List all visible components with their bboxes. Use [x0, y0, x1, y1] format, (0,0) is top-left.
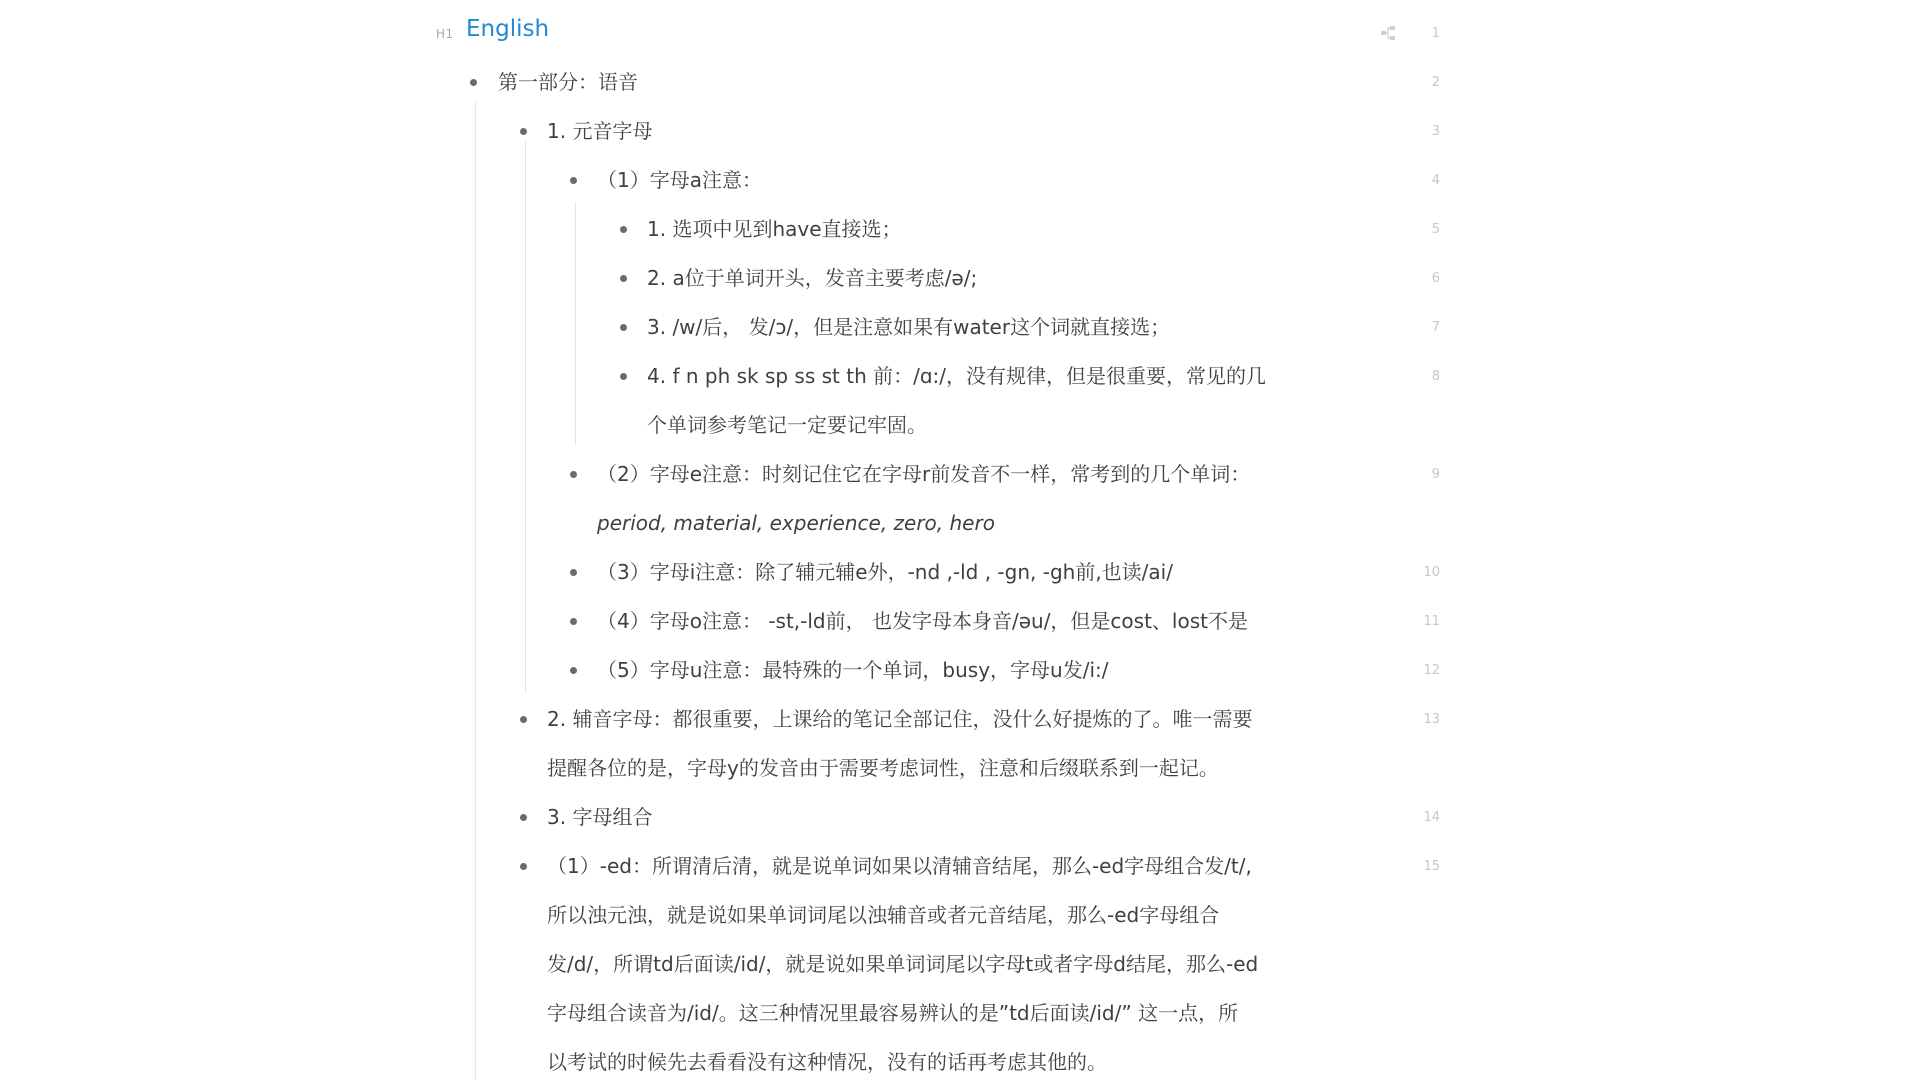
bullet[interactable]: [520, 863, 527, 870]
bullet[interactable]: [570, 569, 577, 576]
line-number: 7: [1431, 320, 1440, 335]
bullet[interactable]: [570, 471, 577, 478]
list-item-continuation[interactable]: period, material, experience, zero, hero: [597, 511, 995, 535]
bullet[interactable]: [620, 275, 627, 282]
list-item-continuation[interactable]: 个单词参考笔记一定要记牢固。: [647, 413, 927, 437]
bullet[interactable]: [470, 79, 477, 86]
indent-guide: [475, 101, 476, 1080]
bullet[interactable]: [520, 814, 527, 821]
list-item-continuation[interactable]: 提醒各位的是，字母y的发音由于需要考虑词性，注意和后缀联系到一起记。: [547, 756, 1219, 780]
list-item-continuation[interactable]: 字母组合读音为/id/。这三种情况里最容易辨认的是”td后面读/id/” 这一点，所: [547, 1001, 1239, 1025]
line-number: 11: [1423, 614, 1440, 629]
list-item[interactable]: 3. 字母组合: [547, 805, 653, 829]
list-item[interactable]: （1）字母a注意：: [597, 168, 762, 192]
list-item[interactable]: 1. 选项中见到have直接选；: [647, 217, 902, 241]
indent-guide: [575, 202, 576, 445]
indent-guide: [525, 141, 526, 693]
bullet[interactable]: [620, 324, 627, 331]
line-number: 1: [1431, 26, 1440, 41]
line-number: 9: [1431, 467, 1440, 482]
line-number: 13: [1423, 712, 1440, 727]
list-item[interactable]: （2）字母e注意：时刻记住它在字母r前发音不一样，常考到的几个单词：: [597, 462, 1251, 486]
bullet[interactable]: [570, 618, 577, 625]
list-item[interactable]: 3. /w/后， 发/ɔ/，但是注意如果有water这个词就直接选；: [647, 315, 1171, 339]
list-item-continuation[interactable]: 以考试的时候先去看看没有这种情况，没有的话再考虑其他的。: [547, 1050, 1107, 1074]
list-item-continuation[interactable]: 发/d/，所谓td后面读/id/，就是说如果单词词尾以字母t或者字母d结尾，那么-ed: [547, 952, 1259, 976]
line-number: 3: [1431, 124, 1440, 139]
bullet[interactable]: [570, 667, 577, 674]
bullet[interactable]: [570, 177, 577, 184]
line-number: 2: [1431, 75, 1440, 90]
list-item[interactable]: 第一部分：语音: [498, 70, 638, 94]
list-item[interactable]: 2. a位于单词开头，发音主要考虑/ə/;: [647, 266, 978, 290]
line-number: 14: [1423, 810, 1440, 825]
list-item[interactable]: （3）字母i注意：除了辅元辅e外，-nd ,-ld , -gn, -gh前,也读/ai/: [597, 560, 1173, 584]
line-number: 10: [1423, 565, 1440, 580]
bullet[interactable]: [520, 128, 527, 135]
list-item[interactable]: （1）-ed：所谓清后清，就是说单词如果以清辅音结尾，那么-ed字母组合发/t/,: [547, 854, 1252, 878]
bullet[interactable]: [620, 226, 627, 233]
mindmap-icon[interactable]: [1380, 24, 1396, 42]
line-number: 4: [1431, 173, 1440, 188]
document-title[interactable]: English: [466, 16, 550, 42]
bullet[interactable]: [520, 716, 527, 723]
line-number: 5: [1431, 222, 1440, 237]
bullet[interactable]: [620, 373, 627, 380]
list-item[interactable]: （5）字母u注意：最特殊的一个单词，busy，字母u发/i:/: [597, 658, 1109, 682]
line-number: 12: [1423, 663, 1440, 678]
list-item[interactable]: 4. f n ph sk sp ss st th 前：/ɑ:/，没有规律，但是很重要，常见的几: [647, 364, 1267, 388]
list-item[interactable]: 1. 元音字母: [547, 119, 653, 143]
line-number: 8: [1431, 369, 1440, 384]
line-number: 6: [1431, 271, 1440, 286]
list-item[interactable]: （4）字母o注意： -st,-ld前， 也发字母本身音/əu/，但是cost、lost不是: [597, 609, 1248, 633]
list-item[interactable]: 2. 辅音字母：都很重要，上课给的笔记全部记住，没什么好提炼的了。唯一需要: [547, 707, 1253, 731]
heading-level-tag: H1: [436, 27, 454, 41]
list-item-continuation[interactable]: 所以浊元浊，就是说如果单词词尾以浊辅音或者元音结尾，那么-ed字母组合: [547, 903, 1220, 927]
line-number: 15: [1423, 859, 1440, 874]
